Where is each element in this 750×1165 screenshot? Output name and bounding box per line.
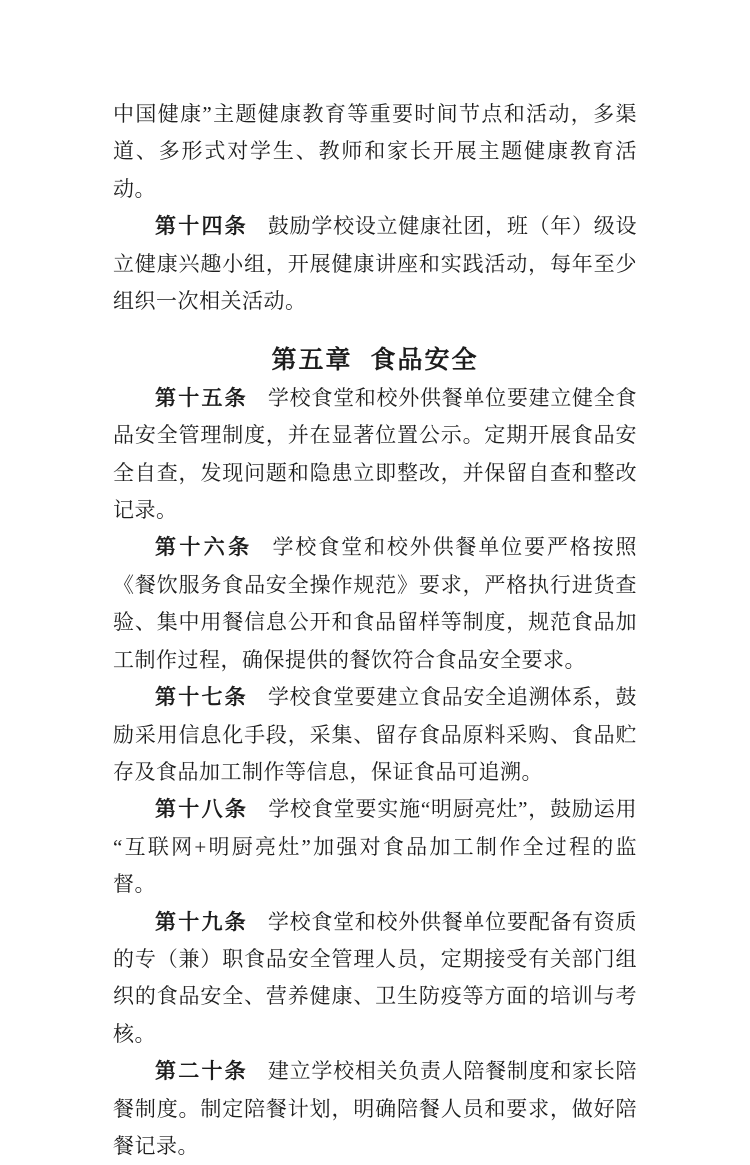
article-number: 第十四条 xyxy=(155,214,248,239)
article-paragraph xyxy=(113,529,637,679)
article-text: 学校食堂和校外供餐单位要建立健全食品安全管理制度，并在显著位置公示。定期开展食品安全自查，发现问题和隐患立即整改，并保留自查和整改记录。 xyxy=(113,385,638,523)
article-text: 学校食堂要实施“明厨亮灶”，鼓励运用“互联网+明厨亮灶”加强对食品加工制作全过程的监督。 xyxy=(113,797,638,897)
article-text: 建立学校相关负责人陪餐制度和家长陪餐制度。制定陪餐计划，明确陪餐人员和要求，做好陪餐记录。 xyxy=(113,1059,638,1158)
article-number: 第十九条 xyxy=(155,909,248,934)
article-paragraph xyxy=(113,791,637,903)
article-text: 学校食堂要建立食品安全追溯体系，鼓励采用信息化手段，采集、留存食品原料采购、食品贮存及食品加工制作等信息，保证食品可追溯。 xyxy=(113,685,638,784)
article-paragraph xyxy=(113,679,637,791)
chapter-title: 食品安全 xyxy=(370,347,479,375)
paragraph-text: 中国健康”主题健康教育等重要时间节点和活动，多渠道、多形式对学生、教师和家长开展主题健康教育活动。 xyxy=(113,102,637,201)
continued-paragraph xyxy=(113,96,637,208)
article-paragraph xyxy=(113,380,637,530)
article-paragraph xyxy=(113,208,637,320)
article-number: 第二十条 xyxy=(155,1059,248,1084)
document-body xyxy=(113,96,637,1165)
article-number: 第十五条 xyxy=(155,385,248,410)
article-text: 学校食堂和校外供餐单位要配备有资质的专（兼）职食品安全管理人员，定期接受有关部门组织的食品安全、营养健康、卫生防疫等方面的培训与考核。 xyxy=(113,909,638,1046)
article-number: 第十七条 xyxy=(155,685,248,710)
chapter-number: 第五章 xyxy=(271,347,353,375)
article-text: 鼓励学校设立健康社团，班（年）级设立健康兴趣小组，开展健康讲座和实践活动，每年至少组织一次相关活动。 xyxy=(113,214,638,314)
article-number: 第十六条 xyxy=(155,535,253,560)
article-paragraph xyxy=(113,1053,637,1165)
article-number: 第十八条 xyxy=(155,797,249,822)
chapter-heading xyxy=(113,342,637,379)
article-paragraph xyxy=(113,904,637,1054)
article-text: 学校食堂和校外供餐单位要严格按照《餐饮服务食品安全操作规范》要求，严格执行进货查验、集中用餐信息公开和食品留样等制度，规范食品加工制作过程，确保提供的餐饮符合食品安全要求。 xyxy=(113,535,638,672)
